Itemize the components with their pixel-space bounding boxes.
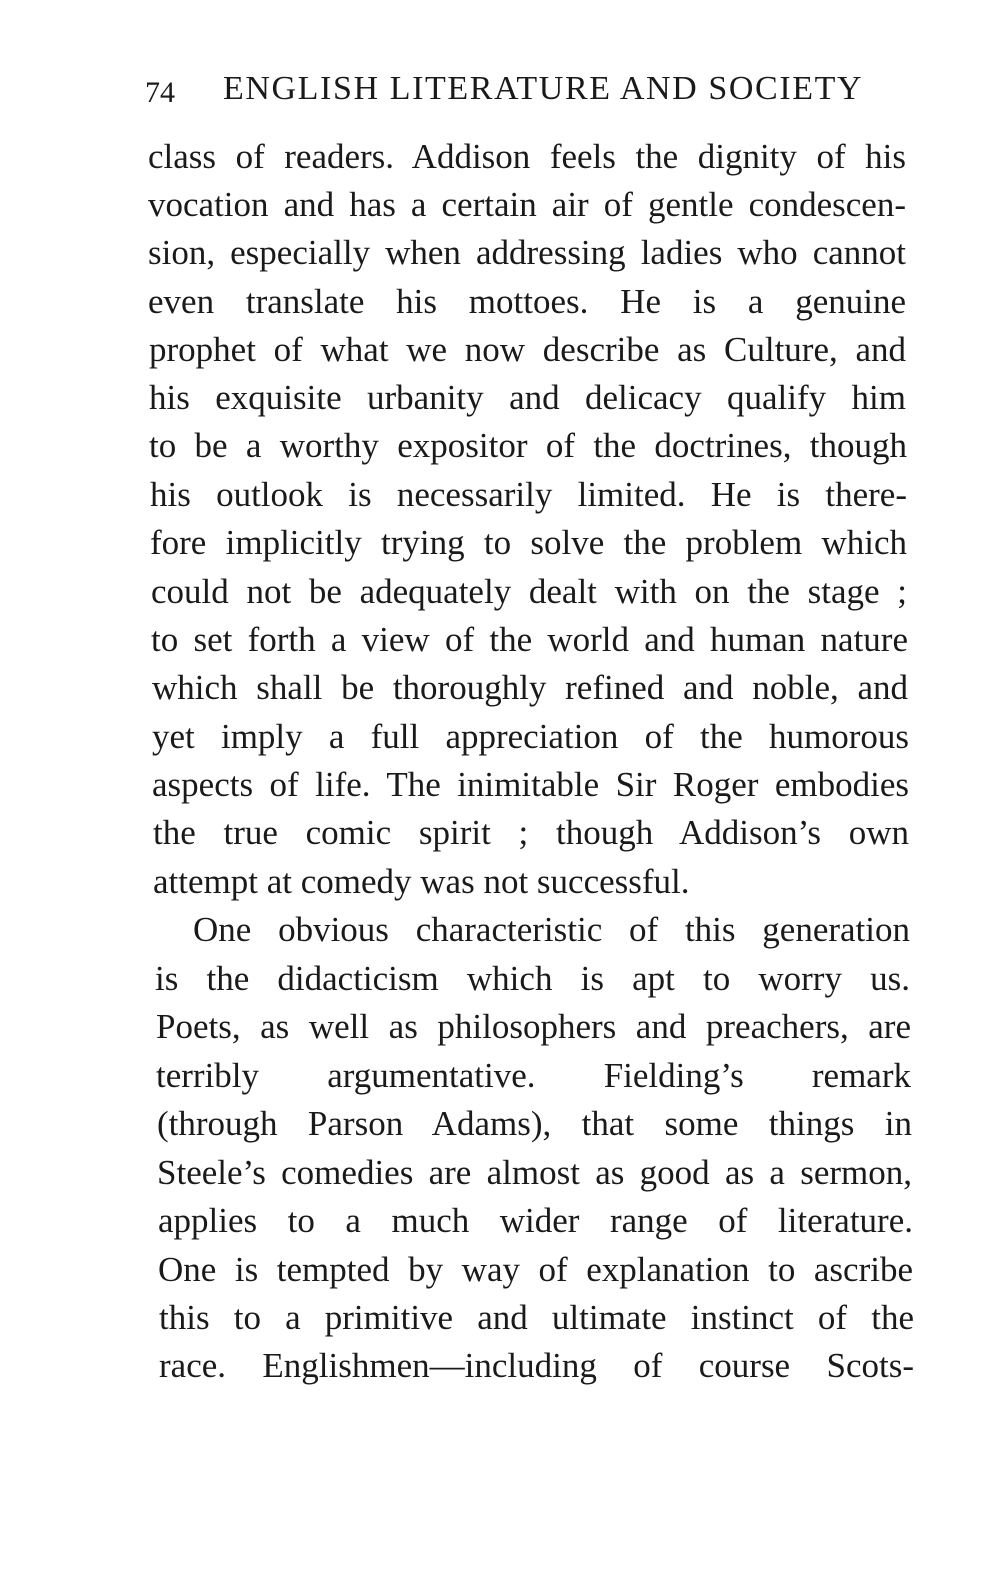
- text-line: even translate his mottoes. He is a genuine: [148, 282, 906, 321]
- text-line: fore implicitly trying to solve the problem which: [150, 523, 907, 562]
- text-line: One is tempted by way of explanation to ascribe: [158, 1250, 913, 1289]
- text-line: could not be adequately dealt with on the stage ;: [151, 572, 907, 611]
- text-line: Steele’s comedies are almost as good as a sermon,: [157, 1153, 912, 1192]
- page-number: 74: [145, 76, 175, 109]
- text-line: his outlook is necessarily limited. He is there-: [150, 475, 907, 514]
- text-line: is the didacticism which is apt to worry us.: [155, 959, 910, 998]
- text-line: which shall be thoroughly refined and noble, and: [152, 668, 908, 707]
- text-line: terribly argumentative. Fielding’s remark: [156, 1056, 911, 1095]
- text-line: yet imply a full appreciation of the humorous: [152, 717, 909, 756]
- text-line: One obvious characteristic of this generation: [193, 910, 910, 949]
- page-header: [145, 64, 910, 114]
- text-line: vocation and has a certain air of gentle condescen-: [148, 185, 906, 224]
- text-line: applies to a much wider range of literature.: [158, 1201, 913, 1240]
- text-line: attempt at comedy was not successful.: [153, 862, 690, 901]
- text-line: the true comic spirit ; though Addison’s own: [153, 813, 909, 852]
- text-line: race. Englishmen—including of course Scots-: [159, 1346, 914, 1385]
- text-line: his exquisite urbanity and delicacy qualify him: [149, 378, 906, 417]
- text-line: to be a worthy expositor of the doctrines, though: [149, 426, 907, 465]
- text-line: aspects of life. The inimitable Sir Roger embodies: [152, 765, 909, 804]
- text-line: (through Parson Adams), that some things in: [157, 1104, 912, 1143]
- running-head: ENGLISH LITERATURE AND SOCIETY: [223, 70, 864, 107]
- text-line: prophet of what we now describe as Culture, and: [149, 330, 906, 369]
- text-line: Poets, as well as philosophers and preachers, are: [156, 1007, 911, 1046]
- text-line: sion, especially when addressing ladies who cannot: [148, 233, 906, 272]
- text-line: to set forth a view of the world and human nature: [151, 620, 908, 659]
- text-line: class of readers. Addison feels the dignity of his: [148, 137, 906, 176]
- text-line: this to a primitive and ultimate instinct of the: [159, 1298, 914, 1337]
